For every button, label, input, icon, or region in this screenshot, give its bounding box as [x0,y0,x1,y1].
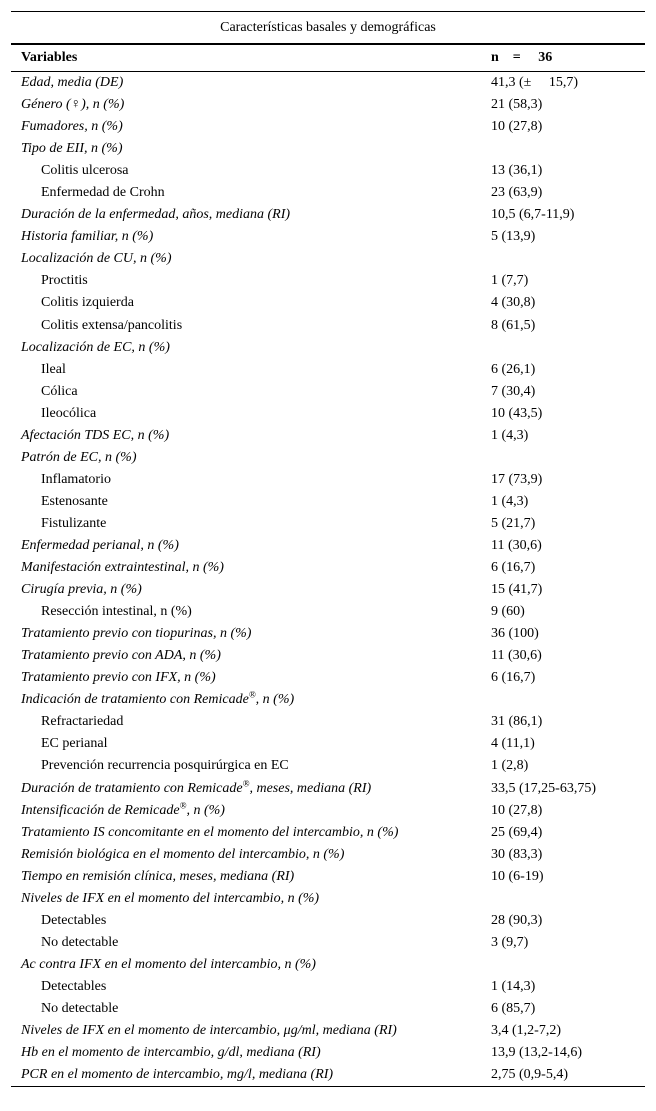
variable-value: 6 (16,7) [491,670,536,686]
registered-mark: ® [248,689,256,700]
variable-label-text: Tratamiento previo con IFX, n (%) [21,670,216,686]
table-subrow [11,315,645,337]
variable-label [11,428,481,444]
table-row [11,645,645,667]
table-row [11,689,645,711]
table-subrow [11,976,645,998]
variable-label-text: Género (♀), n (%) [21,97,125,113]
variable-label-text: Cirugía previa, n (%) [21,582,142,598]
table-row [11,425,645,447]
variable-value: 31 (86,1) [491,714,543,730]
variable-label [11,847,481,863]
variable-label [11,318,481,334]
table-row [11,954,645,976]
variable-value: 15 (41,7) [491,582,543,598]
variable-label-text: Cólica [41,383,78,399]
variable-label-text: Niveles de IFX en el momento de intercambio, μg/ml, mediana (RI) [21,1023,397,1039]
variable-value: 11 (30,6) [491,648,542,664]
variable-label-text: PCR en el momento de intercambio, mg/l, mediana (RI) [21,1067,334,1083]
table-row [11,866,645,888]
table-row [11,72,645,94]
table-subrow [11,601,645,623]
variable-label [11,825,481,841]
variable-label-text: Tiempo en remisión clínica, meses, mediana (RI) [21,868,295,884]
variable-label-text: Prevención recurrencia posquirúrgica en EC [41,758,289,774]
variable-label-text: Enfermedad de Crohn [41,185,165,201]
baseline-characteristics-table [11,11,645,1087]
variable-label [11,207,481,223]
variable-value: 28 (90,3) [491,912,543,928]
table-row [11,557,645,579]
variable-label [11,560,481,576]
table-row [11,337,645,359]
variable-label-text: Detectables [41,912,107,928]
table-subrow [11,160,645,182]
variable-label [11,516,481,532]
variable-value: 1 (4,3) [491,493,529,509]
registered-mark: ® [242,777,250,788]
table-header-row [11,45,645,72]
variable-label-text: Colitis ulcerosa [41,163,129,179]
variable-value: 1 (14,3) [491,978,536,994]
variable-label [11,758,481,774]
variable-label [11,340,481,356]
variable-value: 6 (16,7) [491,560,536,576]
variable-value: 3 (9,7) [491,934,529,950]
variable-value: 25 (69,4) [491,824,543,840]
variable-label-text: Manifestación extraintestinal, n (%) [21,560,224,576]
variable-label [11,141,481,157]
variable-value: 13 (36,1) [491,163,543,179]
variable-label [11,648,481,664]
variable-label [11,384,481,400]
variable-value: 9 (60) [491,604,525,620]
variable-label-text: Resección intestinal, n (%) [41,604,192,620]
variable-label [11,777,481,797]
variable-label [11,75,481,91]
variable-label [11,251,481,267]
variable-label [11,185,481,201]
variable-label [11,979,481,995]
variable-label [11,163,481,179]
table-subrow [11,910,645,932]
variable-label [11,582,481,598]
variable-label-text: Edad, media (DE) [21,75,124,91]
variable-value: 10 (43,5) [491,405,543,421]
table-row [11,844,645,866]
variable-label-text: Estenosante [41,493,108,509]
variable-value: 4 (11,1) [491,736,535,752]
variable-label-text: Tratamiento previo con ADA, n (%) [21,648,221,664]
variable-value: 10 (27,8) [491,802,543,818]
variable-label-text: Ileocólica [41,405,97,421]
variable-label [11,1001,481,1017]
table-row [11,226,645,248]
variable-label-text: Tratamiento IS concomitante en el momento del intercambio, n (%) [21,824,399,840]
variable-label-text: Indicación de tratamiento con Remicade [21,692,249,708]
variable-label-text: Fistulizante [41,515,107,531]
variable-label [11,1045,481,1061]
variable-label [11,714,481,730]
variable-label [11,689,481,708]
variable-label-text: Afectación TDS EC, n (%) [21,427,170,443]
variable-label-text: No detectable [41,1000,119,1016]
table-row [11,1020,645,1042]
registered-mark: ® [179,799,187,810]
table-row [11,822,645,844]
table-subrow [11,733,645,755]
variable-value: 5 (13,9) [491,229,536,245]
variable-label-text: Fumadores, n (%) [21,119,123,135]
table-body [11,72,645,1087]
table-subrow [11,932,645,954]
table-row [11,116,645,138]
variable-label-text: Ac contra IFX en el momento del intercambio, n (%) [21,956,316,972]
table-subrow [11,359,645,381]
table-row [11,667,645,689]
variable-label [11,957,481,973]
variable-value: 33,5 (17,25-63,75) [491,780,596,796]
variable-label-text: Remisión biológica en el momento del intercambio, n (%) [21,846,345,862]
variable-label-suffix: , n (%) [255,692,295,708]
variable-label [11,869,481,885]
variable-label-text: Duración de la enfermedad, años, mediana (RI) [21,207,291,223]
variable-label [11,362,481,378]
table-subrow [11,182,645,204]
table-subrow [11,270,645,292]
variable-value: 10 (27,8) [491,119,543,135]
variable-label [11,799,481,819]
variable-value: 6 (26,1) [491,361,536,377]
variable-label-text: Hb en el momento de intercambio, g/dl, mediana (RI) [21,1045,321,1061]
variable-value: 5 (21,7) [491,515,536,531]
variable-label [11,604,481,620]
variable-label [11,935,481,951]
variable-label [11,538,481,554]
variable-label [11,97,481,113]
variable-label-text: Historia familiar, n (%) [21,229,154,245]
header-n: n = 36 [491,50,553,65]
variable-label-text: Localización de CU, n (%) [21,251,172,267]
table-row [11,1064,645,1086]
table-row [11,138,645,160]
variable-value: 36 (100) [491,626,539,642]
variable-label-text: Colitis extensa/pancolitis [41,317,183,333]
table-row [11,623,645,645]
variable-label [11,450,481,466]
variable-value: 2,75 (0,9-5,4) [491,1067,568,1083]
variable-value: 13,9 (13,2-14,6) [491,1045,582,1061]
table-row [11,94,645,116]
variable-value: 1 (7,7) [491,273,529,289]
variable-label-text: Proctitis [41,273,88,289]
variable-label [11,229,481,245]
table-subrow [11,469,645,491]
table-subrow [11,403,645,425]
variable-label [11,913,481,929]
table-row [11,778,645,800]
table-row [11,800,645,822]
variable-label [11,891,481,907]
variable-label [11,1023,481,1039]
variable-value: 1 (2,8) [491,758,529,774]
table-row [11,447,645,469]
variable-value: 10 (6-19) [491,868,544,884]
table-row [11,1042,645,1064]
variable-label [11,670,481,686]
table-subrow [11,491,645,513]
variable-label [11,736,481,752]
variable-label [11,626,481,642]
variable-label-text: Patrón de EC, n (%) [21,449,137,465]
variable-value: 1 (4,3) [491,427,529,443]
variable-value: 11 (30,6) [491,538,542,553]
table-subrow [11,998,645,1020]
variable-label [11,273,481,289]
table-row [11,888,645,910]
table-row [11,248,645,270]
table-caption: Características basales y demográficas [11,11,645,45]
variable-label [11,119,481,135]
variable-label-suffix: , meses, mediana (RI) [249,780,372,796]
variable-label-text: Niveles de IFX en el momento del intercambio, n (%) [21,890,320,906]
variable-value: 6 (85,7) [491,1000,536,1016]
variable-label [11,494,481,510]
header-variables: Variables [21,50,78,65]
table-row [11,535,645,557]
table-subrow [11,711,645,733]
variable-label-text: EC perianal [41,736,108,752]
variable-value: 21 (58,3) [491,97,543,113]
variable-label-text: Refractariedad [41,714,124,730]
variable-label-text: Enfermedad perianal, n (%) [21,538,179,553]
variable-label-text: Detectables [41,978,107,994]
variable-value: 10,5 (6,7-11,9) [491,207,575,223]
variable-label [11,406,481,422]
variable-label-text: Inflamatorio [41,471,111,487]
variable-label [11,472,481,488]
variable-label-text: Tratamiento previo con tiopurinas, n (%) [21,626,252,642]
variable-value: 30 (83,3) [491,846,543,862]
variable-label-suffix: , n (%) [186,802,225,818]
variable-label-text: Tipo de EII, n (%) [21,141,123,157]
variable-label-text: Ileal [41,361,66,377]
variable-value: 7 (30,4) [491,383,536,399]
table-subrow [11,381,645,403]
variable-label-text: Localización de EC, n (%) [21,339,170,355]
table-subrow [11,755,645,777]
variable-label-text: Intensificación de Remicade [21,802,180,818]
variable-value: 23 (63,9) [491,185,543,201]
variable-value: 4 (30,8) [491,295,536,311]
variable-label-text: Duración de tratamiento con Remicade [21,780,243,796]
table-row [11,204,645,226]
table-row [11,579,645,601]
table-subrow [11,292,645,314]
variable-value: 17 (73,9) [491,471,543,487]
variable-value: 8 (61,5) [491,317,536,333]
table-subrow [11,513,645,535]
variable-label [11,1067,481,1083]
variable-value: 3,4 (1,2-7,2) [491,1023,561,1039]
variable-label-text: No detectable [41,934,119,950]
variable-label-text: Colitis izquierda [41,295,134,311]
variable-value: 41,3 (± 15,7) [491,75,579,91]
variable-label [11,295,481,311]
